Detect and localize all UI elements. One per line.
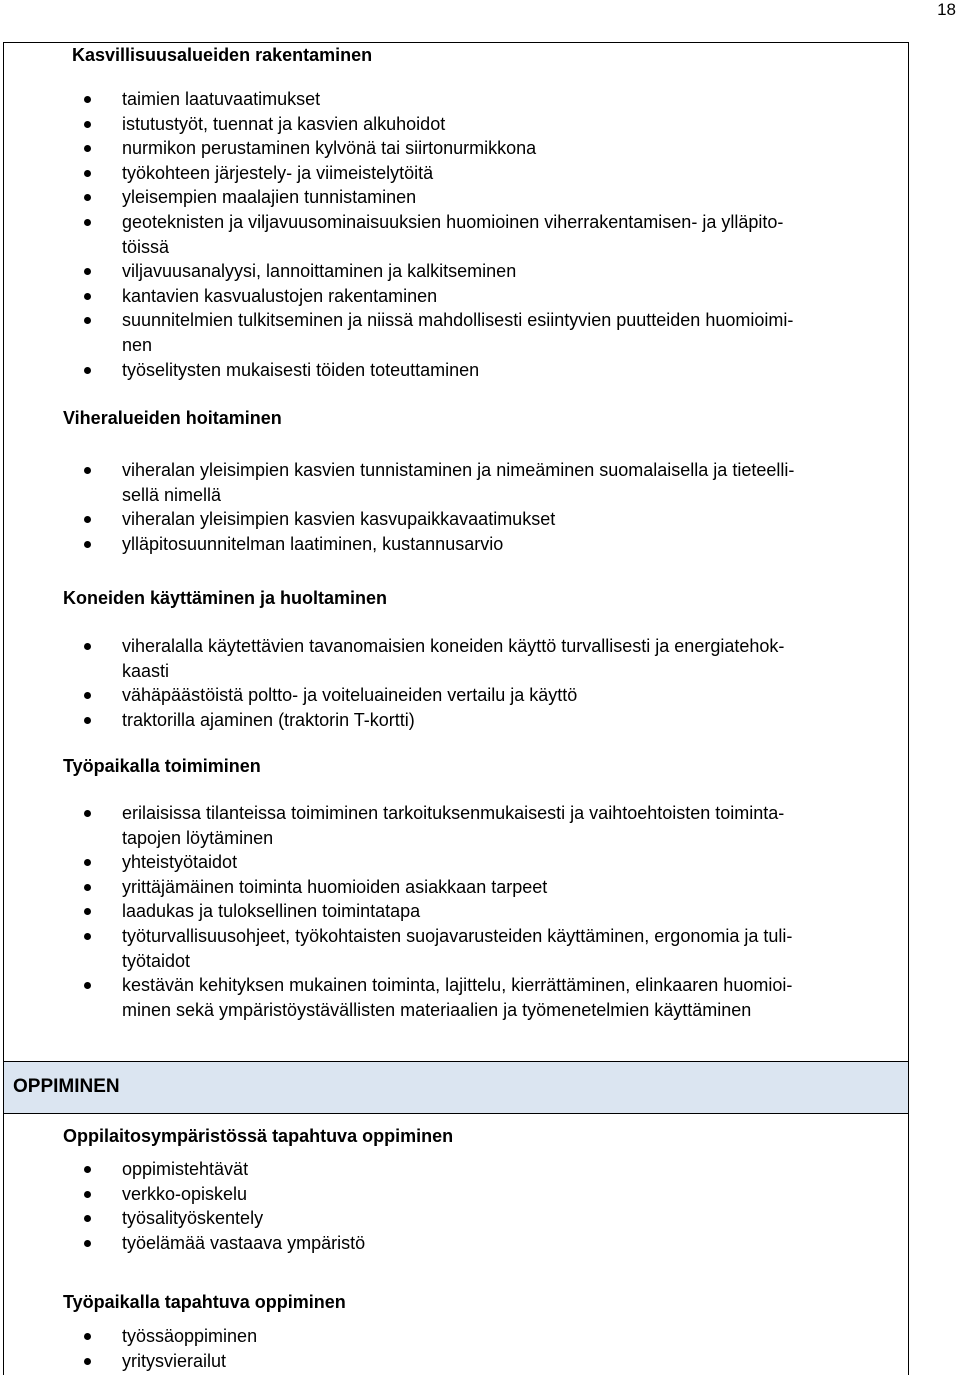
list-item [84, 112, 793, 137]
heading-oppilaitos: Oppilaitosympäristössä tapahtuva oppiminen [63, 1126, 454, 1146]
list-item-text: viheralan yleisimpien kasvien tunnistaminen ja nimeäminen suomalaisella ja tieteelli- [122, 460, 795, 480]
list-item [84, 899, 792, 924]
list-item [84, 210, 793, 259]
page-number: 18 [937, 0, 956, 19]
list-item-text: oppimistehtävät [122, 1159, 249, 1179]
list-item-text: yleisempien maalajien tunnistaminen [122, 187, 417, 208]
list-item-text: taimien laatuvaatimukset [122, 89, 321, 109]
list-item [84, 924, 792, 973]
list-item-text: kaasti [122, 660, 170, 681]
list-item [84, 358, 793, 383]
list-item-text: yritysvierailut [122, 1350, 227, 1371]
list-item [84, 1206, 365, 1231]
heading-tyopaikka: Työpaikalla toimiminen [63, 756, 261, 776]
oppiminen-header-band [3, 1061, 909, 1114]
list-item-text: minen sekä ympäristöystävällisten materiaalien ja työmenetelmien käyttäminen [122, 999, 752, 1020]
list-item-text: työkohteen järjestely- ja viimeistelytöitä [122, 162, 434, 183]
list-item [84, 161, 793, 186]
list-item [84, 634, 784, 683]
list-item [84, 801, 792, 850]
heading-oppiminen: OPPIMINEN [13, 1076, 120, 1097]
list-kasvillisuus [84, 87, 793, 382]
heading-hoitaminen: Viheralueiden hoitaminen [63, 408, 282, 428]
list-item-text: ylläpitosuunnitelman laatiminen, kustannusarvio [122, 533, 504, 554]
list-item [84, 683, 784, 708]
list-item-text: työssäoppiminen [122, 1326, 258, 1346]
heading-kasvillisuus: Kasvillisuusalueiden rakentaminen [72, 45, 373, 65]
list-item [84, 507, 794, 532]
list-item [84, 532, 794, 557]
list-tyopaikka-oppiminen [84, 1324, 257, 1373]
list-hoitaminen [84, 458, 794, 556]
list-item-text: erilaisissa tilanteissa toimiminen tarkoituksenmukaisesti ja vaihtoehtoisten toiminta- [122, 803, 785, 823]
list-item [84, 136, 793, 161]
heading-tyopaikka-oppiminen: Työpaikalla tapahtuva oppiminen [63, 1292, 346, 1312]
list-item [84, 458, 794, 507]
list-item-text: töissä [122, 236, 170, 257]
list-item-text: traktorilla ajaminen (traktorin T-kortti) [122, 709, 415, 730]
list-item-text: työsalityöskentely [122, 1208, 264, 1229]
list-item [84, 973, 792, 1022]
list-item-text: istutustyöt, tuennat ja kasvien alkuhoidot [122, 113, 446, 134]
list-item-text: nurmikon perustaminen kylvönä tai siirtonurmikkona [122, 138, 537, 159]
list-item-text: yhteistyötaidot [122, 852, 238, 873]
list-item [84, 1324, 257, 1349]
list-item [84, 875, 792, 900]
list-item-text: sellä nimellä [122, 484, 222, 505]
list-item-text: työtaidot [122, 950, 191, 971]
list-item [84, 185, 793, 210]
list-item-text: suunnitelmien tulkitseminen ja niissä mahdollisesti esiintyvien puutteiden huomioimi- [122, 310, 794, 331]
list-item [84, 1182, 365, 1207]
list-oppilaitos [84, 1157, 365, 1255]
list-item-text: työelämää vastaava ympäristö [122, 1232, 366, 1253]
list-item [84, 259, 793, 284]
list-item [84, 850, 792, 875]
list-item [84, 1349, 257, 1374]
list-item-text: viheralalla käytettävien tavanomaisien koneiden käyttö turvallisesti ja energiatehok- [122, 636, 785, 656]
list-item-text: viheralan yleisimpien kasvien kasvupaikkavaatimukset [122, 509, 556, 530]
list-item-text: tapojen löytäminen [122, 827, 274, 848]
list-item-text: kestävän kehityksen mukainen toiminta, lajittelu, kierrättäminen, elinkaaren huomioi- [122, 975, 793, 996]
heading-koneet: Koneiden käyttäminen ja huoltaminen [63, 588, 388, 608]
list-item-text: työselitysten mukaisesti töiden toteuttaminen [122, 359, 480, 380]
list-item-text: kantavien kasvualustojen rakentaminen [122, 285, 438, 306]
list-koneet [84, 634, 784, 732]
list-item [84, 1231, 365, 1256]
list-item-text: viljavuusanalyysi, lannoittaminen ja kalkitseminen [122, 261, 517, 282]
list-tyopaikka [84, 801, 792, 1022]
list-item-text: työturvallisuusohjeet, työkohtaisten suojavarusteiden käyttäminen, ergonomia ja tuli- [122, 925, 793, 946]
list-item [84, 708, 784, 733]
list-item [84, 1157, 365, 1182]
list-item-text: vähäpäästöistä poltto- ja voiteluaineiden vertailu ja käyttö [122, 685, 578, 706]
list-item [84, 87, 793, 112]
list-item-text: yrittäjämäinen toiminta huomioiden asiakkaan tarpeet [122, 876, 548, 897]
list-item-text: geoteknisten ja viljavuusominaisuuksien huomioinen viherrakentamisen- ja ylläpito- [122, 211, 784, 232]
list-item-text: nen [122, 334, 153, 355]
list-item-text: laadukas ja tuloksellinen toimintatapa [122, 901, 421, 922]
list-item [84, 284, 793, 309]
list-item [84, 308, 793, 357]
list-item-text: verkko-opiskelu [122, 1183, 248, 1204]
